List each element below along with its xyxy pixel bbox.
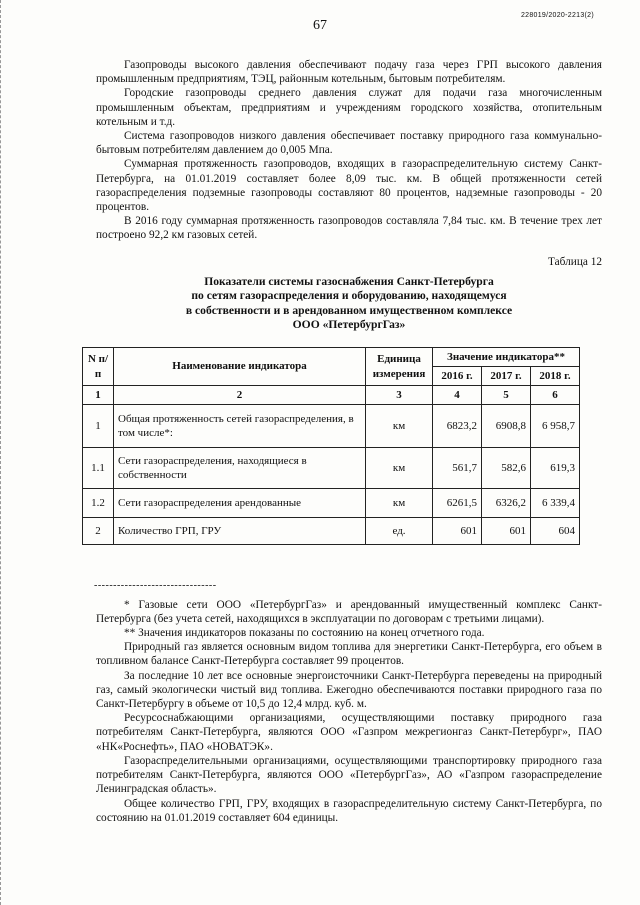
header-year: 2018 г. (531, 367, 580, 386)
header-unit: Единица измерения (366, 347, 433, 385)
page-number: 67 (313, 18, 327, 33)
cell-unit: ед. (366, 518, 433, 545)
table-title (96, 275, 602, 333)
header-name: Наименование индикатора (114, 347, 366, 385)
index-cell: 5 (482, 386, 531, 405)
table-title-line: в собственности и в арендованном имущественном комплексе (185, 303, 513, 317)
table-title-line: ООО «ПетербургГаз» (292, 318, 406, 332)
cell-2017: 6908,8 (482, 405, 531, 448)
cell-unit: км (366, 405, 433, 448)
cell-2018: 619,3 (531, 448, 580, 489)
table-row (83, 489, 580, 518)
table-row (83, 405, 580, 448)
paragraph: Газопроводы высокого давления обеспечивают подачу газа через ГРП высокого давления промышленным предприятиям, ТЭЦ, районным котельным, бытовым потребителям. (96, 59, 602, 86)
header-year: 2016 г. (433, 367, 482, 386)
index-cell: 2 (114, 386, 366, 405)
document-body (87, 58, 602, 825)
cell-2017: 582,6 (482, 448, 531, 489)
document-code: 228019/2020-2213(2) (520, 12, 594, 19)
paragraph: В 2016 году суммарная протяженность газопроводов составляла 7,84 тыс. км. В течение трех лет построено 92,2 км газовых сетей. (96, 215, 602, 242)
index-cell: 1 (83, 386, 114, 405)
table-header-row (83, 347, 580, 366)
paragraph: Суммарная протяженность газопроводов, входящих в газораспределительную систему Санкт-Петербурга, на 01.01.2019 составляет более 8,09 тыс. км. В общей протяженности сетей газораспределения подземные газопроводы составляют 80 процентов, надземные газопроводы - 20 процентов. (96, 158, 602, 214)
cell-name: Общая протяженность сетей газораспределения, в том числе*: (114, 405, 366, 448)
paragraph: Общее количество ГРП, ГРУ, входящих в газораспределительную систему Санкт-Петербурга, по состоянию на 01.01.2019 составляет 604 единицы. (96, 797, 602, 824)
cell-name: Количество ГРП, ГРУ (114, 518, 366, 545)
footnote: * Газовые сети ООО «ПетербургГаз» и арендованный имущественный комплекс Санкт-Петербурга (без учета сетей, находящихся в эксплуатации по договорам с третьими лицами). (96, 598, 602, 625)
header-year: 2017 г. (482, 367, 531, 386)
paragraph: Система газопроводов низкого давления обеспечивает поставку природного газа коммунально-бытовым потребителям давлением до 0,005 Мпа. (96, 130, 602, 157)
cell-2016: 601 (433, 518, 482, 545)
table-index-row (83, 386, 580, 405)
cell-2016: 6261,5 (433, 489, 482, 518)
cell-unit: км (366, 448, 433, 489)
table-title-line: по сетям газораспределения и оборудованию, находящемуся (191, 289, 507, 303)
indicators-table (82, 347, 580, 546)
cell-num: 1.2 (83, 489, 114, 518)
cell-2018: 6 339,4 (531, 489, 580, 518)
footnote: ** Значения индикаторов показаны по состоянию на конец отчетного года. (124, 627, 485, 640)
header-num: N п/п (83, 347, 114, 385)
cell-2016: 561,7 (433, 448, 482, 489)
paragraph: Ресурсоснабжающими организациями, осуществляющими поставку природного газа потребителям Санкт-Петербурга, являются ООО «Газпром межрегионгаз Санкт-Петербург», ПАО «НК«Роснефть», ПАО «НОВАТЭК». (96, 712, 602, 753)
paragraph: Газораспределительными организациями, осуществляющими транспортировку природного газа потребителям Санкт-Петербурга, являются ООО «ПетербургГаз», АО «Газпром газораспределение Ленинградская область». (96, 754, 602, 796)
table-title-line: Показатели системы газоснабжения Санкт-Петербурга (204, 274, 494, 288)
cell-num: 1 (83, 405, 114, 448)
index-cell: 4 (433, 386, 482, 405)
index-cell: 6 (531, 386, 580, 405)
cell-2017: 6326,2 (482, 489, 531, 518)
cell-name: Сети газораспределения, находящиеся в собственности (114, 448, 366, 489)
cell-name: Сети газораспределения арендованные (114, 489, 366, 518)
table-caption: Таблица 12 (548, 255, 602, 268)
paragraph: За последние 10 лет все основные энергоисточники Санкт-Петербурга переведены на природный газ, самый экологически чистый вид топлива. Ежегодно обеспечиваются поставки природного газа по Санкт-Петербургу в объеме от 10,5 до 12,4 млрд. куб. м. (96, 669, 602, 711)
cell-2018: 604 (531, 518, 580, 545)
cell-num: 2 (83, 518, 114, 545)
index-cell: 3 (366, 386, 433, 405)
cell-num: 1.1 (83, 448, 114, 489)
paragraph: Природный газ является основным видом топлива для энергетики Санкт-Петербурга, его объем в топливном балансе Санкт-Петербурга составляет 99 процентов. (96, 641, 602, 668)
header-value-group: Значение индикатора** (433, 347, 580, 366)
cell-2017: 601 (482, 518, 531, 545)
cell-unit: км (366, 489, 433, 518)
table-row (83, 518, 580, 545)
cell-2016: 6823,2 (433, 405, 482, 448)
footnote-separator: -------------------------------- (94, 580, 217, 592)
binding-edge (0, 0, 7, 905)
cell-2018: 6 958,7 (531, 405, 580, 448)
table-row (83, 448, 580, 489)
paragraph: Городские газопроводы среднего давления служат для подачи газа многочисленным промышленным объектам, предприятиям и учреждениям городского хозяйства, отопительным котельным и т.д. (96, 87, 602, 128)
